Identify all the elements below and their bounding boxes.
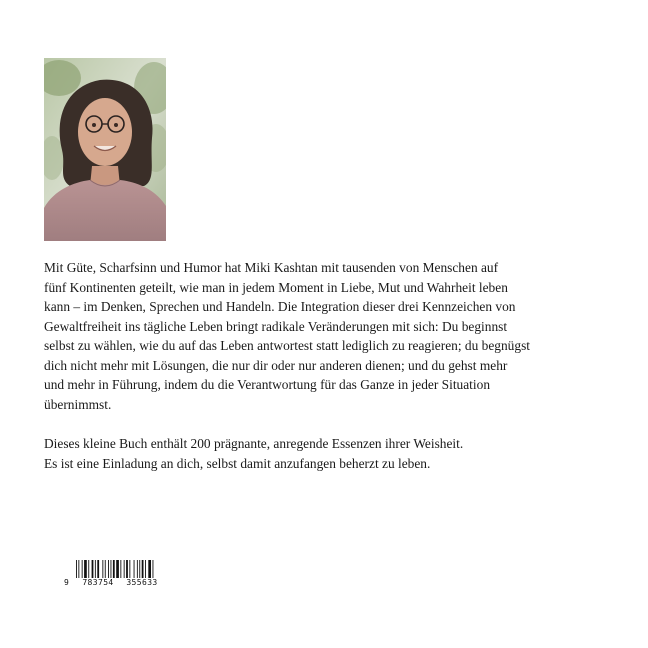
author-portrait-icon	[44, 58, 166, 241]
blurb-line: fünf Kontinenten geteilt, wie man in jedem Moment in Liebe, Mut und Wahrheit leben	[44, 279, 508, 295]
blurb-line: Dieses kleine Buch enthält 200 prägnante, anregende Essenzen ihrer Weisheit.	[44, 436, 464, 451]
blurb-line: dich nicht mehr mit Lösungen, die nur dir oder nur anderen dienen; und du gehst mehr	[44, 357, 508, 373]
blurb-line: selbst zu wählen, wie du auf das Leben antwortest statt lediglich zu reagieren; du begnügst	[44, 338, 531, 353]
blurb-line: Es ist eine Einladung an dich, selbst damit anzufangen beherzt zu leben.	[44, 455, 431, 471]
blurb-line: übernimmst.	[44, 396, 112, 412]
blurb-paragraph-2	[44, 434, 602, 473]
blurb-line: Mit Güte, Scharfsinn und Humor hat Miki Kashtan mit tausenden von Menschen auf	[44, 260, 499, 275]
isbn-digits	[64, 578, 170, 587]
blurb-paragraph-1	[44, 258, 602, 414]
isbn-lead-digit: 9	[64, 578, 70, 587]
blurb-line: Gewaltfreiheit ins tägliche Leben bringt radikale Veränderungen mit sich: Du beginnst	[44, 318, 508, 334]
isbn-barcode	[64, 560, 170, 592]
blurb-line: und mehr in Führung, indem du die Verantwortung für das Ganze in jeder Situation	[44, 377, 491, 392]
isbn-group-2: 355633	[120, 578, 164, 587]
blurb-line: kann – im Denken, Sprechen und Handeln. Die Integration dieser drei Kennzeichen von	[44, 299, 516, 314]
author-photo	[44, 58, 166, 241]
isbn-group-1: 783754	[76, 578, 120, 587]
